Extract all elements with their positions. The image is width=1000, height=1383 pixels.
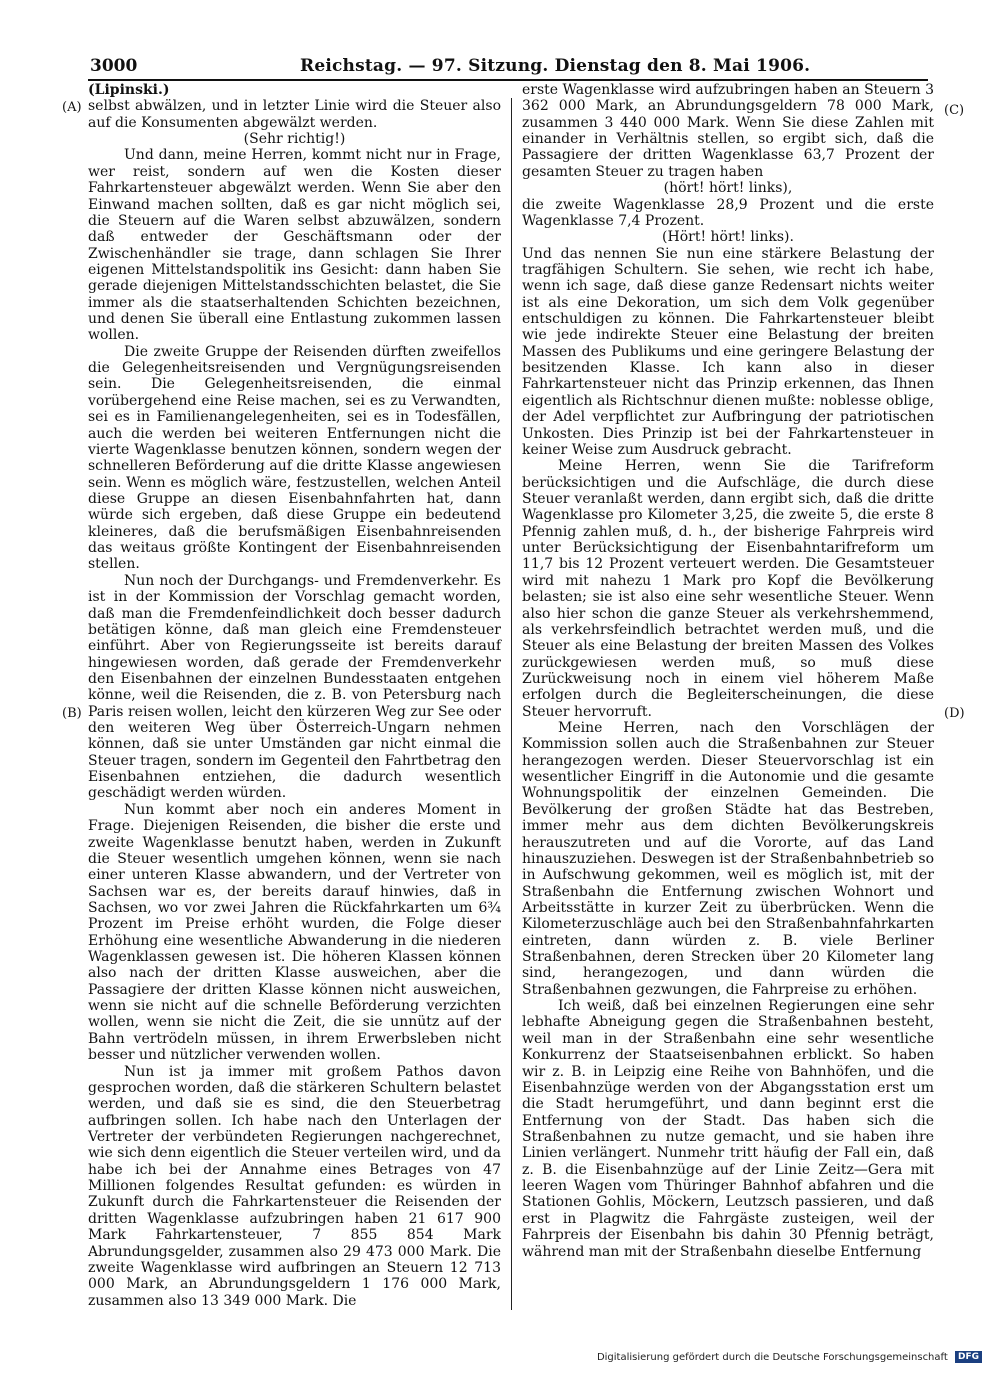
right-column — [522, 82, 934, 1260]
header-rule — [88, 79, 928, 81]
margin-label-c: (C) — [944, 103, 965, 118]
paragraph: Ich weiß, daß bei einzelnen Regierungen eine sehr lebhafte Abneigung gegen die Straßenbahnen besteht, weil man in der Straßenbahn eine sehr wesentliche Konkurrenz der Staatseisenbahnen erblickt. So haben wir z. B. in Leipzig eine Reihe von Bahnhöfen, und die Eisenbahnzüge werden von der Abgangsstation erst um die Stadt herumgeführt, und dann beginnt erst die Entfernung von der Stadt. Das haben sich die Straßenbahnen zu nutze gemacht, und sie haben ihre Linien verlängert. Nunmehr tritt häufig der Fall ein, daß z. B. die Eisenbahnzüge auf der Linie Zeitz—Gera mit leeren Wagen vom Thüringer Bahnhof abfahren und die Stationen Gohlis, Möckern, Leutzsch passieren, und daß erst in Plagwitz die Fahrgäste zusteigen, weil der Fahrpreis der Eisenbahn bis dahin 30 Pfennig beträgt, während man mit der Straßenbahn dieselbe Entfernung — [522, 998, 934, 1260]
page-number: 3000 — [90, 56, 138, 76]
interjection: (Hört! hört! links). — [662, 229, 794, 246]
speaker-name: (Lipinski.) — [88, 82, 170, 98]
paragraph: Meine Herren, wenn Sie die Tarifreform berücksichtigen und die Aufschläge, die durch diese Steuer veranlaßt werden, dann ergibt sich, daß die dritte Wagenklasse pro Kilometer 3,25, die zweite 5, die erste 8 Pfennig zahlen muß, d. h., der bisherige Fahrpreis wird unter Berücksichtigung der Eisenbahntarifreform um 11,7 bis 12 Prozent verteuert werden. Die Gesamtsteuer wird mit nahezu 1 Mark pro Kopf die Bevölkerung belasten; sie ist also eine sehr wesentliche Steuer. Wenn also hier schon die ganze Steuer als verkehrshemmend, als verkehrsfeindlich betrachtet werden muß, und die Steuer als eine Belastung der breiten Massen des Volkes zurückgewiesen werden muß, so muß diese Zurückweisung noch in einem viel höherem Maße erfolgen durch die Begleiterscheinungen, die diese Steuer hervorruft. — [522, 458, 934, 720]
dfg-logo: DFG — [955, 1351, 982, 1363]
interjection: (hört! hört! links), — [663, 180, 793, 197]
paragraph: erste Wagenklasse wird aufzubringen haben an Steuern 3 362 000 Mark, an Abrundungsgeldern 78 000 Mark, zusammen 3 440 000 Mark. Wenn Sie diese Zahlen mit einander in Verhältnis stellen, so ergibt sich, daß die Passagiere der dritten Wagenklasse 63,7 Prozent der gesamten Steuer zu tragen haben — [522, 82, 934, 180]
paragraph: selbst abwälzen, und in letzter Linie wird die Steuer also auf die Konsumenten abgewälzt werden. — [88, 98, 501, 131]
paragraph: Meine Herren, nach den Vorschlägen der Kommission sollen auch die Straßenbahnen zur Steuer herangezogen werden. Dieser Steuervorschlag ist ein wesentlicher Eingriff in die Autonomie und die gesamte Wohnungspolitik der einzelnen Gemeinden. Die Bevölkerung der großen Städte hat das Bestreben, immer mehr aus dem dichten Bevölkerungskreis herauszutreten und auf die Vororte, auf das Land hinauszuziehen. Deswegen ist der Straßenbahnbetrieb so in Aufschwung gekommen, weil es möglich ist, mit der Straßenbahn die Entfernung zwischen Wohnort und Arbeitsstätte in kurzer Zeit zu überbrücken. Wenn die Kilometerzuschläge auch bei den Straßenbahnfahrkarten eintreten, dann würden z. B. viele Berliner Straßenbahnen, deren Strecken über 20 Kilometer lang sind, herangezogen, und dann würden die Straßenbahnen gezwungen, die Fahrpreise zu erhöhen. — [522, 720, 934, 998]
column-divider — [511, 98, 512, 1310]
digitization-footer — [597, 1351, 982, 1363]
paragraph: die zweite Wagenklasse 28,9 Prozent und die erste Wagenklasse 7,4 Prozent. — [522, 196, 934, 229]
left-column — [88, 82, 501, 1309]
margin-label-a: (A) — [62, 100, 82, 115]
margin-label-b: (B) — [62, 706, 82, 721]
paragraph: Und das nennen Sie nun eine stärkere Belastung der tragfähigen Schultern. Sie sehen, wie recht ich habe, wenn ich sage, daß diese ganze Redensart nichts weiter ist als eine Dekoration, um sich dem Volk gegenüber entschuldigen zu können. Die Fahrkartensteuer bleibt wie jede indirekte Steuer eine Belastung der breiten Massen des Publikums und eine geringere Belastung der besitzenden Klasse. Ich kann also in dieser Fahrkartensteuer nicht das Prinzip erkennen, das Ihnen eigentlich als Richtschnur dienen mußte: noblesse oblige, der Adel verpflichtet zur Aufbringung der patriotischen Unkosten. Dies Prinzip ist bei der Fahrkartensteuer in keiner Weise zum Ausdruck gebracht. — [522, 245, 934, 458]
paragraph: Nun noch der Durchgangs- und Fremdenverkehr. Es ist in der Kommission der Vorschlag gemacht worden, daß man die Fremdenfeindlichkeit doch besser dadurch betätigen könne, daß man gleich eine Fremdensteuer einführt. Aber von Regierungsseite ist bereits darauf hingewiesen worden, daß gerade der Fremdenverkehr den Eisenbahnen der einzelnen Bundesstaaten entgehen könne, weil die Reisenden, die z. B. von Petersburg nach Paris reisen wollen, leicht den kürzeren Weg zur See oder den weiteren Weg über Österreich-Ungarn nehmen können, daß sie unter Umständen gar nicht einmal die Steuer tragen, sondern im Gegenteil den Fahrtbetrag den Eisenbahnen entziehen, die dadurch wesentlich geschädigt werden würden. — [88, 572, 501, 802]
paragraph: Nun kommt aber noch ein anderes Moment in Frage. Diejenigen Reisenden, die bisher die erste und zweite Wagenklasse benutzt haben, werden in Zukunft die Steuer wesentlich umgehen können, wenn sie nach einer unteren Klasse abwandern, und der Vertreter von Sachsen war es, der bereits darauf hinwies, daß in Sachsen, wo vor zwei Jahren die Rückfahrkarten um 6¾ Prozent im Preise erhöht wurden, die Folge dieser Erhöhung eine wesentliche Abwanderung in die niederen Wagenklassen gewesen ist. Die höheren Klassen können also nach der dritten Klasse ausweichen, aber die Passagiere der dritten Klasse können nicht ausweichen, wenn sie nicht auf die schnelle Beförderung verzichten wollen, wenn sie nicht die Zeit, die sie unnütz auf der Bahn vertrödeln müssen, in ihrem Erwerbsleben nicht besser und nützlicher verwenden wollen. — [88, 801, 501, 1064]
running-head: Reichstag. — 97. Sitzung. Dienstag den 8. Mai 1906. — [300, 56, 811, 76]
paragraph: Nun ist ja immer mit großem Pathos davon gesprochen worden, daß die stärkeren Schultern belastet werden, und daß sie es sind, die den Steuerbetrag aufbringen sollen. Ich habe nach den Unterlagen der Vertreter der verbündeten Regierungen nachgerechnet, wie sich denn eigentlich die Steuer verteilen wird, und da habe ich bei der Annahme eines Betrages von 47 Millionen folgendes Resultat gefunden: es würden in Zukunft durch die Fahrkartensteuer die Reisenden der dritten Wagenklasse aufzubringen haben 21 617 900 Mark Fahrkartensteuer, 7 855 854 Mark Abrundungsgelder, zusammen also 29 473 000 Mark. Die zweite Wagenklasse wird aufbringen an Steuern 12 713 000 Mark, an Abrundungsgeldern 1 176 000 Mark, zusammen also 13 349 000 Mark. Die — [88, 1063, 501, 1309]
footer-text: Digitalisierung gefördert durch die Deutsche Forschungsgemeinschaft — [596, 1352, 948, 1363]
paragraph: Und dann, meine Herren, kommt nicht nur in Frage, wer reist, sondern auf wen die Kosten dieser Fahrkartensteuer abgewälzt werden. Wenn Sie aber den Einwand machen sollten, daß es gar nicht möglich sei, die Steuern auf die Waren selbst abzuwälzen, sondern daß entweder der Geschäftsmann oder der Zwischenhändler sie trage, dann schlagen Sie Ihrer eigenen Mittelstandspolitik ins Gesicht: dann haben Sie gerade diejenigen Mittelstandsschichten belastet, die Sie immer als die staatserhaltenden Schichten bezeichnen, und denen Sie überall eine Entlastung zukommen lassen wollen. — [88, 147, 501, 344]
paragraph: Die zweite Gruppe der Reisenden dürften zweifellos die Gelegenheitsreisenden und Vergnügungsreisenden sein. Die Gelegenheitsreisenden, die einmal vorübergehend eine Reise machen, sei es zu Verwandten, sei es in Familienangelegenheiten, sei es in Todesfällen, auch die werden bei weiteren Entfernungen nicht die vierte Wagenklasse benutzen können, sondern wegen der schnelleren Beförderung auf die dritte Klasse angewiesen sein. Wenn es möglich wäre, festzustellen, welchen Anteil diese Gruppe an diesen Eisenbahnfahrten hat, dann würde sich ergeben, daß diese Gruppe ein bedeutend kleineres, daß die berufsmäßigen Eisenbahnreisenden das weitaus größte Kontingent der Eisenbahnreisenden stellen. — [88, 343, 501, 573]
interjection: (Sehr richtig!) — [243, 131, 346, 148]
margin-label-d: (D) — [944, 706, 965, 721]
